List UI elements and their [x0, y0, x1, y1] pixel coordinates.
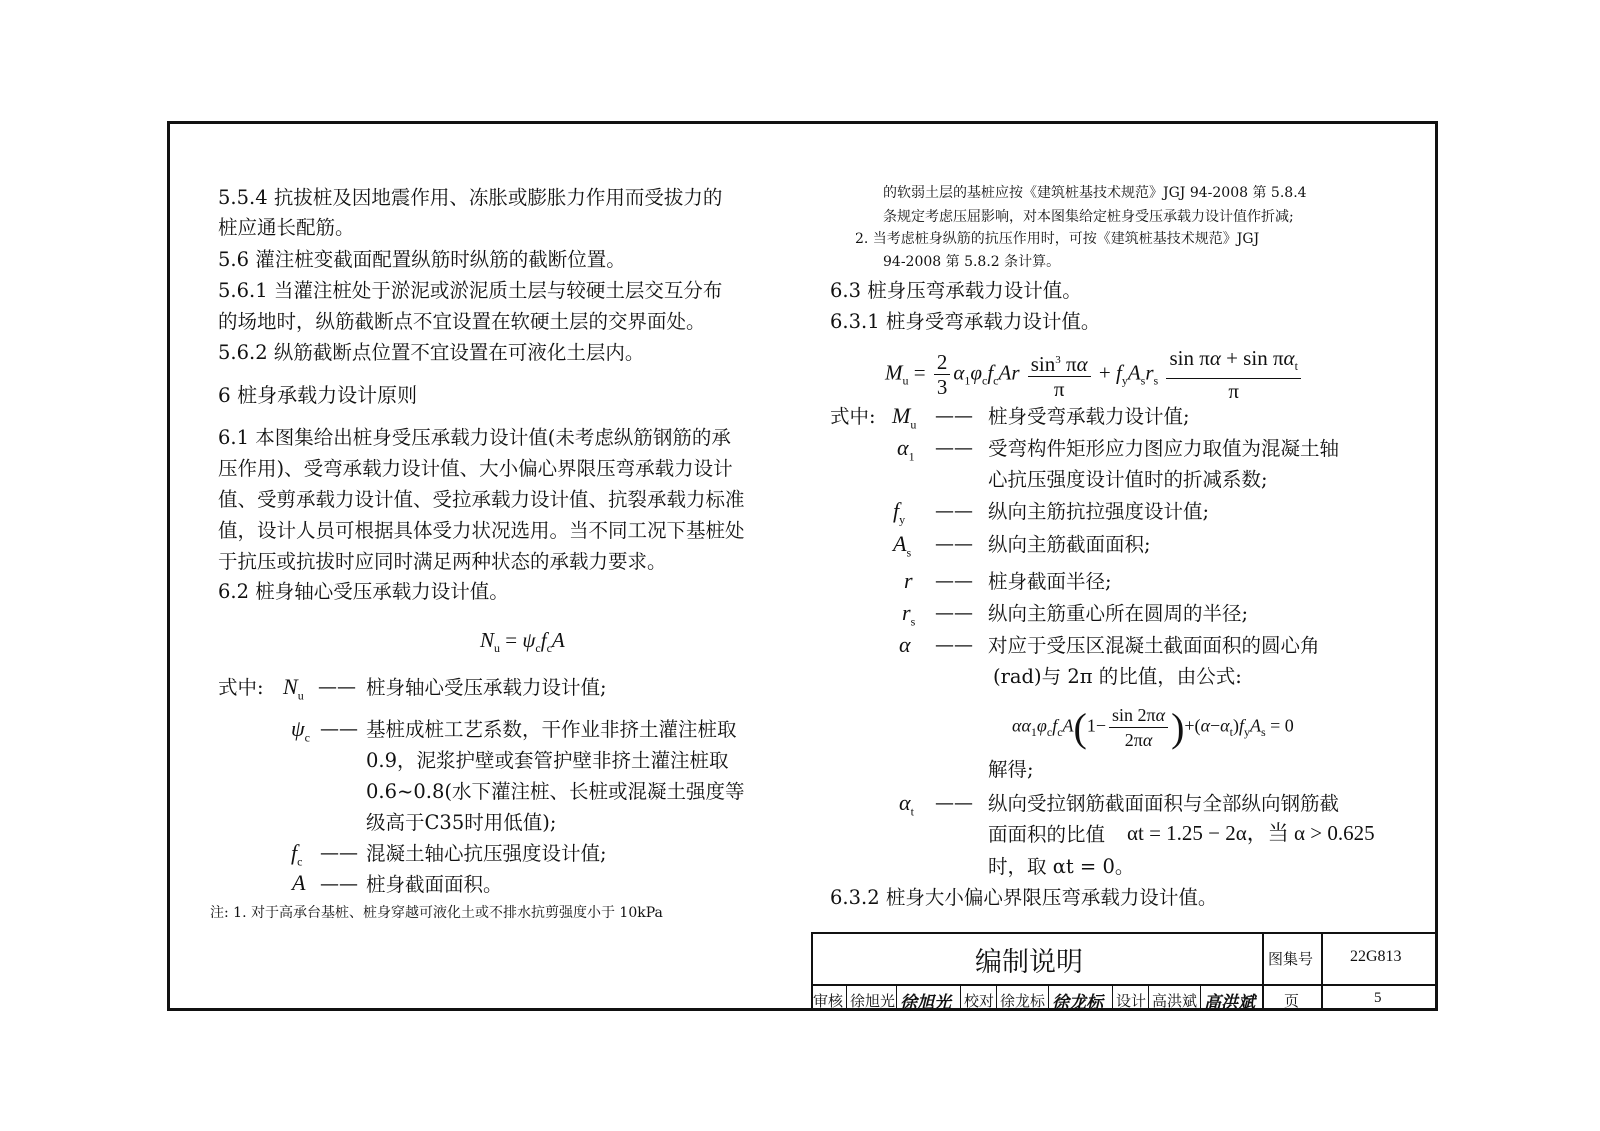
symbol-fy: $f_y$: [893, 498, 906, 527]
symbol-as: $A_s$: [893, 531, 912, 560]
note-line: 94-2008 第 5.8.2 条计算。: [883, 254, 1061, 270]
atlas-label: 图集号: [1268, 950, 1314, 968]
def-fy: 纵向主筋抗拉强度设计值;: [988, 500, 1210, 523]
designer-signature: 高洪斌: [1204, 993, 1255, 1013]
text-line: 6.2 桩身轴心受压承载力设计值。: [218, 580, 509, 603]
symbol-fc: $f_c$: [291, 840, 303, 869]
divider: [1321, 934, 1323, 1011]
symbol-a: A: [292, 870, 306, 895]
text-line: 5.6.2 纵筋截断点位置不宜设置在可液化土层内。: [218, 341, 645, 364]
shizhong-label: 式中:: [218, 676, 264, 699]
def-alpha1: 受弯构件矩形应力图应力取值为混凝土轴: [988, 437, 1340, 460]
divider: [813, 984, 1438, 986]
symbol-nu: $N_u$: [283, 674, 304, 703]
design-label: 设计: [1116, 992, 1147, 1010]
def-as: 纵向主筋截面面积;: [988, 533, 1151, 556]
def-mu: 桩身受弯承载力设计值;: [988, 405, 1190, 428]
page-number: 5: [1374, 990, 1382, 1006]
text-line: 桩应通长配筋。: [218, 216, 355, 239]
text-line: 值、受剪承载力设计值、受拉承载力设计值、抗裂承载力标准: [218, 488, 745, 511]
divider: [1048, 984, 1049, 1011]
def-alphat: 面面积的比值: [988, 823, 1106, 846]
note-line: 2. 当考虑桩身纵筋的抗压作用时，可按《建筑桩基技术规范》JGJ: [855, 231, 1260, 247]
formula-nu: $N_u = \psi_cf_cA$: [480, 628, 565, 656]
page-label: 页: [1284, 992, 1300, 1010]
drawing-title: 编制说明: [975, 947, 1083, 978]
note-line: 条规定考虑压屈影响，对本图集给定桩身受压承载力设计值作折减;: [883, 209, 1294, 225]
atlas-number: 22G813: [1350, 948, 1402, 965]
reviewer-name: 徐旭光: [850, 992, 896, 1010]
dash: ——: [935, 405, 973, 427]
divider: [996, 984, 997, 1011]
text-line: 值，设计人员可根据具体受力状况选用。当不同工况下基桩处: [218, 519, 745, 542]
symbol-alpha: α: [899, 632, 911, 657]
text-line: 5.5.4 抗拔桩及因地震作用、冻胀或膨胀力作用而受拔力的: [218, 186, 723, 209]
def-alpha: (rad)与 2π 的比值，由公式:: [993, 665, 1242, 688]
def-psi: 0.9，泥浆护壁或套管护壁非挤土灌注桩取: [366, 749, 729, 772]
dash: ——: [935, 602, 973, 624]
symbol-alphat: $\alpha_t$: [899, 790, 914, 819]
dash: ——: [935, 437, 973, 459]
reviewer-signature: 徐旭光: [900, 993, 951, 1013]
def-r: 桩身截面半径;: [988, 570, 1112, 593]
divider: [896, 984, 897, 1011]
text-line: 5.6 灌注桩变截面配置纵筋时纵筋的截断位置。: [218, 248, 626, 271]
def-rs: 纵向主筋重心所在圆周的半径;: [988, 602, 1249, 625]
text-line: 5.6.1 当灌注桩处于淤泥或淤泥质土层与较硬土层交互分布: [218, 279, 723, 302]
def-alphat: 时，取 αt = 0。: [988, 855, 1135, 878]
text-line: 于抗压或抗拔时应同时满足两种状态的承载力要求。: [218, 550, 667, 573]
review-label: 审核: [813, 992, 844, 1010]
symbol-alpha1: $\alpha_1$: [897, 435, 915, 464]
dash: ——: [935, 634, 973, 656]
symbol-mu: $M_u$: [892, 403, 917, 432]
divider: [1200, 984, 1201, 1011]
def-psi: 级高于C35时用低值);: [366, 811, 557, 834]
symbol-psi: $\psi_c$: [291, 716, 310, 745]
dash: ——: [935, 792, 973, 814]
note-line: 的软弱土层的基桩应按《建筑桩基技术规范》JGJ 94-2008 第 5.8.4: [883, 185, 1307, 201]
formula-alpha: $\alpha\alpha_1\varphi_cf_cA(1-$ $\frac{\sin 2\pi\alpha}{2\pi\alpha}$ )$+(\alpha-\alpha_t)f_yA_s = 0$: [1012, 705, 1294, 750]
divider: [1262, 934, 1264, 1011]
text-line: 的场地时，纵筋截断点不宜设置在软硬土层的交界面处。: [218, 310, 706, 333]
checker-signature: 徐龙标: [1052, 993, 1103, 1013]
dash: ——: [320, 718, 358, 740]
designer-name: 高洪斌: [1152, 992, 1198, 1010]
symbol-rs: $r_s$: [902, 600, 916, 629]
dash: ——: [320, 873, 358, 895]
shizhong-label: 式中:: [830, 405, 876, 428]
def-alpha1: 心抗压强度设计值时的折减系数;: [988, 468, 1268, 491]
text-line: 6.1 本图集给出桩身受压承载力设计值(未考虑纵筋钢筋的承: [218, 426, 731, 449]
formula-mu: $M_u$ = $\frac{2}{3}$ $\alpha_1\varphi_cf_cAr$ $\frac{\sin^3 \pi\alpha}{\pi}$ + $f_yA_sr_s$ $\frac{\sin \pi\alpha + \sin \pi\alpha_t}{\pi}$: [885, 346, 1304, 403]
def-fc: 混凝土轴心抗压强度设计值;: [366, 842, 607, 865]
dash: ——: [320, 842, 358, 864]
note-1: 注: 1. 对于高承台基桩、桩身穿越可液化土或不排水抗剪强度小于 10kPa: [210, 905, 663, 921]
def-nu: 桩身轴心受压承载力设计值;: [366, 676, 607, 699]
divider: [960, 984, 961, 1011]
def-alphat-formula: αt = 1.25 − 2α，当 α > 0.625: [1127, 821, 1375, 845]
section-632: 6.3.2 桩身大小偏心界限压弯承载力设计值。: [830, 886, 1218, 909]
divider: [1148, 984, 1149, 1011]
dash: ——: [318, 676, 356, 698]
section-63: 6.3 桩身压弯承载力设计值。: [830, 279, 1082, 302]
divider: [1112, 984, 1113, 1011]
def-psi: 0.6~0.8(水下灌注桩、长桩或混凝土强度等: [366, 780, 745, 803]
def-alpha: 对应于受压区混凝土截面面积的圆心角: [988, 634, 1320, 657]
section-631: 6.3.1 桩身受弯承载力设计值。: [830, 310, 1101, 333]
section-heading: 6 桩身承载力设计原则: [218, 383, 418, 407]
check-label: 校对: [964, 992, 995, 1010]
dash: ——: [935, 500, 973, 522]
symbol-r: r: [904, 568, 913, 593]
def-psi: 基桩成桩工艺系数，干作业非挤土灌注桩取: [366, 718, 737, 741]
checker-name: 徐龙标: [1000, 992, 1046, 1010]
dash: ——: [935, 533, 973, 555]
text-line: 压作用)、受弯承载力设计值、大小偏心界限压弯承载力设计: [218, 457, 733, 480]
jiede: 解得;: [988, 758, 1034, 781]
def-a: 桩身截面面积。: [366, 873, 503, 896]
def-alphat: 纵向受拉钢筋截面面积与全部纵向钢筋截: [988, 792, 1340, 815]
divider: [846, 984, 847, 1011]
dash: ——: [935, 570, 973, 592]
